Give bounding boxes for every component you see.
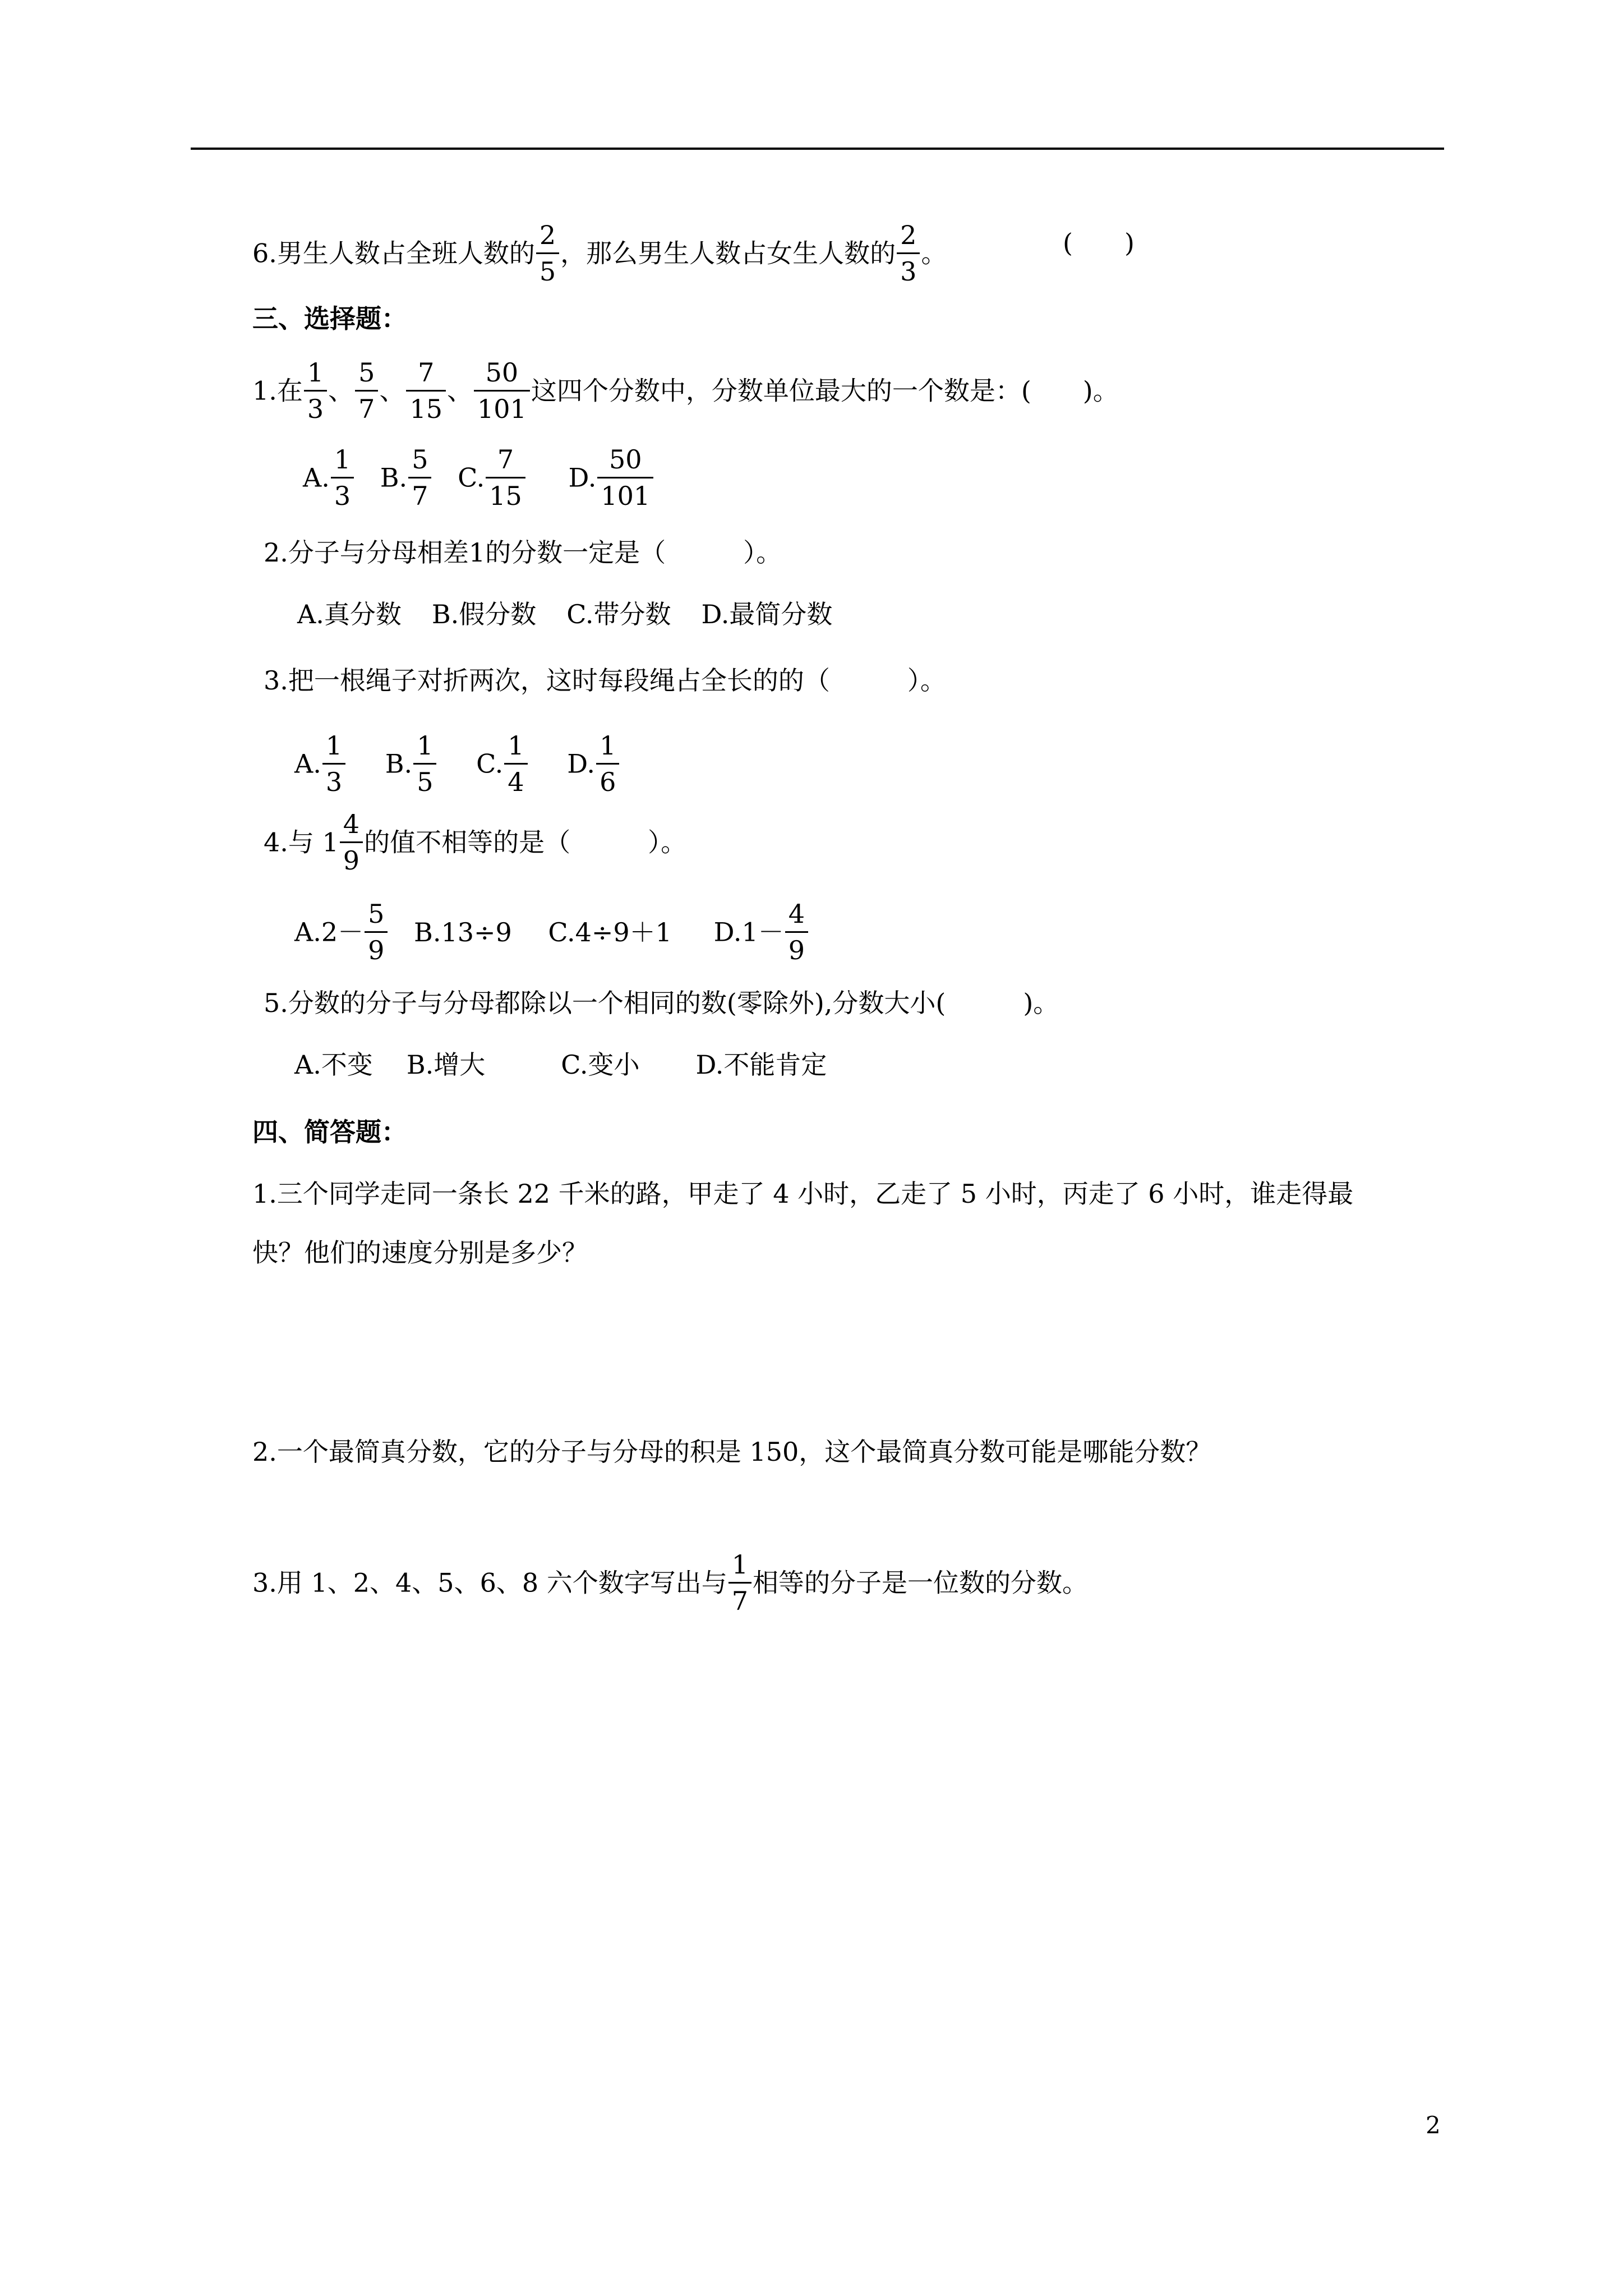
choice-question-3: 3.把一根绳子对折两次，这时每段绳占全长的的（ ）。 xyxy=(264,665,946,696)
option-c: C.变小 xyxy=(561,1050,640,1080)
choice-question-5: 5.分数的分子与分母都除以一个相同的数(零除外),分数大小( )。 xyxy=(264,988,1059,1018)
fraction: $\frac{5}{7}$ xyxy=(408,447,431,509)
option-a: A.2－ $\frac{5}{9}$ xyxy=(294,903,389,965)
fraction: $\frac{7}{15}$ xyxy=(486,447,525,509)
fraction: $\frac{50}{101}$ xyxy=(597,447,653,509)
tf-question-6 xyxy=(252,220,947,287)
option-b: B.假分数 xyxy=(431,599,537,629)
short-answer-2: 2.一个最简真分数，它的分子与分母的积是 150，这个最简真分数可能是哪能分数？ xyxy=(252,1437,1212,1467)
option-c: C.4÷9＋1 xyxy=(548,917,672,947)
option-c: C.带分数 xyxy=(566,599,671,629)
fraction: $\frac{1}{7}$ xyxy=(728,1552,751,1614)
fraction: $\frac{4}{9}$ xyxy=(340,811,363,873)
question-text: 6.男生人数占全班人数的 xyxy=(252,238,535,269)
option-c: C. $\frac{1}{4}$ xyxy=(476,735,528,797)
question-text: 。 xyxy=(921,238,947,269)
fraction: $\frac{5}{9}$ xyxy=(365,901,388,963)
choice-options-5 xyxy=(294,1052,857,1078)
option-a: A. $\frac{1}{3}$ xyxy=(303,449,355,511)
fraction: $\frac{2}{5}$ xyxy=(536,222,559,284)
choice-options-2 xyxy=(297,601,863,627)
option-d: D.不能肯定 xyxy=(695,1050,827,1080)
option-d: D.最简分数 xyxy=(701,599,833,629)
option-a: A.真分数 xyxy=(297,599,402,629)
option-d: D. $\frac{1}{6}$ xyxy=(567,735,620,797)
header-rule xyxy=(191,148,1444,150)
option-b: B. $\frac{5}{7}$ xyxy=(380,449,433,511)
choice-question-2: 2.分子与分母相差1的分数一定是（ ）。 xyxy=(264,537,782,568)
page-number: 2 xyxy=(1426,2111,1441,2139)
fraction: $\frac{5}{7}$ xyxy=(355,360,378,422)
option-d: D. $\frac{50}{101}$ xyxy=(568,449,654,511)
fraction: $\frac{1}{5}$ xyxy=(413,733,436,795)
option-d: D.1－ $\frac{4}{9}$ xyxy=(714,903,809,965)
fraction: $\frac{50}{101}$ xyxy=(474,360,530,422)
fraction: $\frac{1}{6}$ xyxy=(596,733,619,795)
short-answer-3: 3.用 1、2、4、5、6、8 六个数字写出与 $\frac{1}{7}$ 相等的分子是一位数的分数。 xyxy=(252,1549,1089,1616)
fraction: $\frac{1}{4}$ xyxy=(504,733,527,795)
option-b: B. $\frac{1}{5}$ xyxy=(385,735,438,797)
short-answer-1-line-1: 1.三个同学走同一条长 22 千米的路，甲走了 4 小时，乙走了 5 小时，丙走了 6 小时，谁走得最 xyxy=(252,1179,1354,1209)
short-answer-1-line-2: 快？他们的速度分别是多少？ xyxy=(252,1237,588,1268)
choice-options-3 xyxy=(294,730,651,797)
answer-parentheses: ( ) xyxy=(1063,228,1135,258)
fraction: $\frac{1}{3}$ xyxy=(304,360,327,422)
choice-options-4 xyxy=(294,899,840,965)
fraction: $\frac{7}{15}$ xyxy=(406,360,446,422)
option-c: C. $\frac{7}{15}$ xyxy=(458,449,527,511)
option-b: B.增大 xyxy=(406,1050,486,1080)
section-title-choice: 三、选择题： xyxy=(252,303,407,334)
fraction: $\frac{1}{3}$ xyxy=(331,447,354,509)
option-a: A.不变 xyxy=(294,1050,373,1080)
section-title-short-answer: 四、简答题： xyxy=(252,1117,407,1147)
choice-options-1 xyxy=(303,444,685,511)
choice-question-4: 4.与 1 $\frac{4}{9}$ 的值不相等的是（ ）。 xyxy=(264,809,687,876)
option-a: A. $\frac{1}{3}$ xyxy=(294,735,347,797)
option-b: B.13÷9 xyxy=(414,917,512,947)
fraction: $\frac{4}{9}$ xyxy=(785,901,808,963)
choice-question-1: 1.在 $\frac{1}{3}$ 、 $\frac{5}{7}$ 、 $\frac{7}{15}$ 、 $\frac{50}{101}$ 这四个分数中，分数单位最大的一个数是：( )。 xyxy=(252,357,1119,424)
question-text: ，那么男生人数占女生人数的 xyxy=(560,238,896,269)
fraction: $\frac{1}{3}$ xyxy=(322,733,345,795)
fraction: $\frac{2}{3}$ xyxy=(897,222,920,284)
